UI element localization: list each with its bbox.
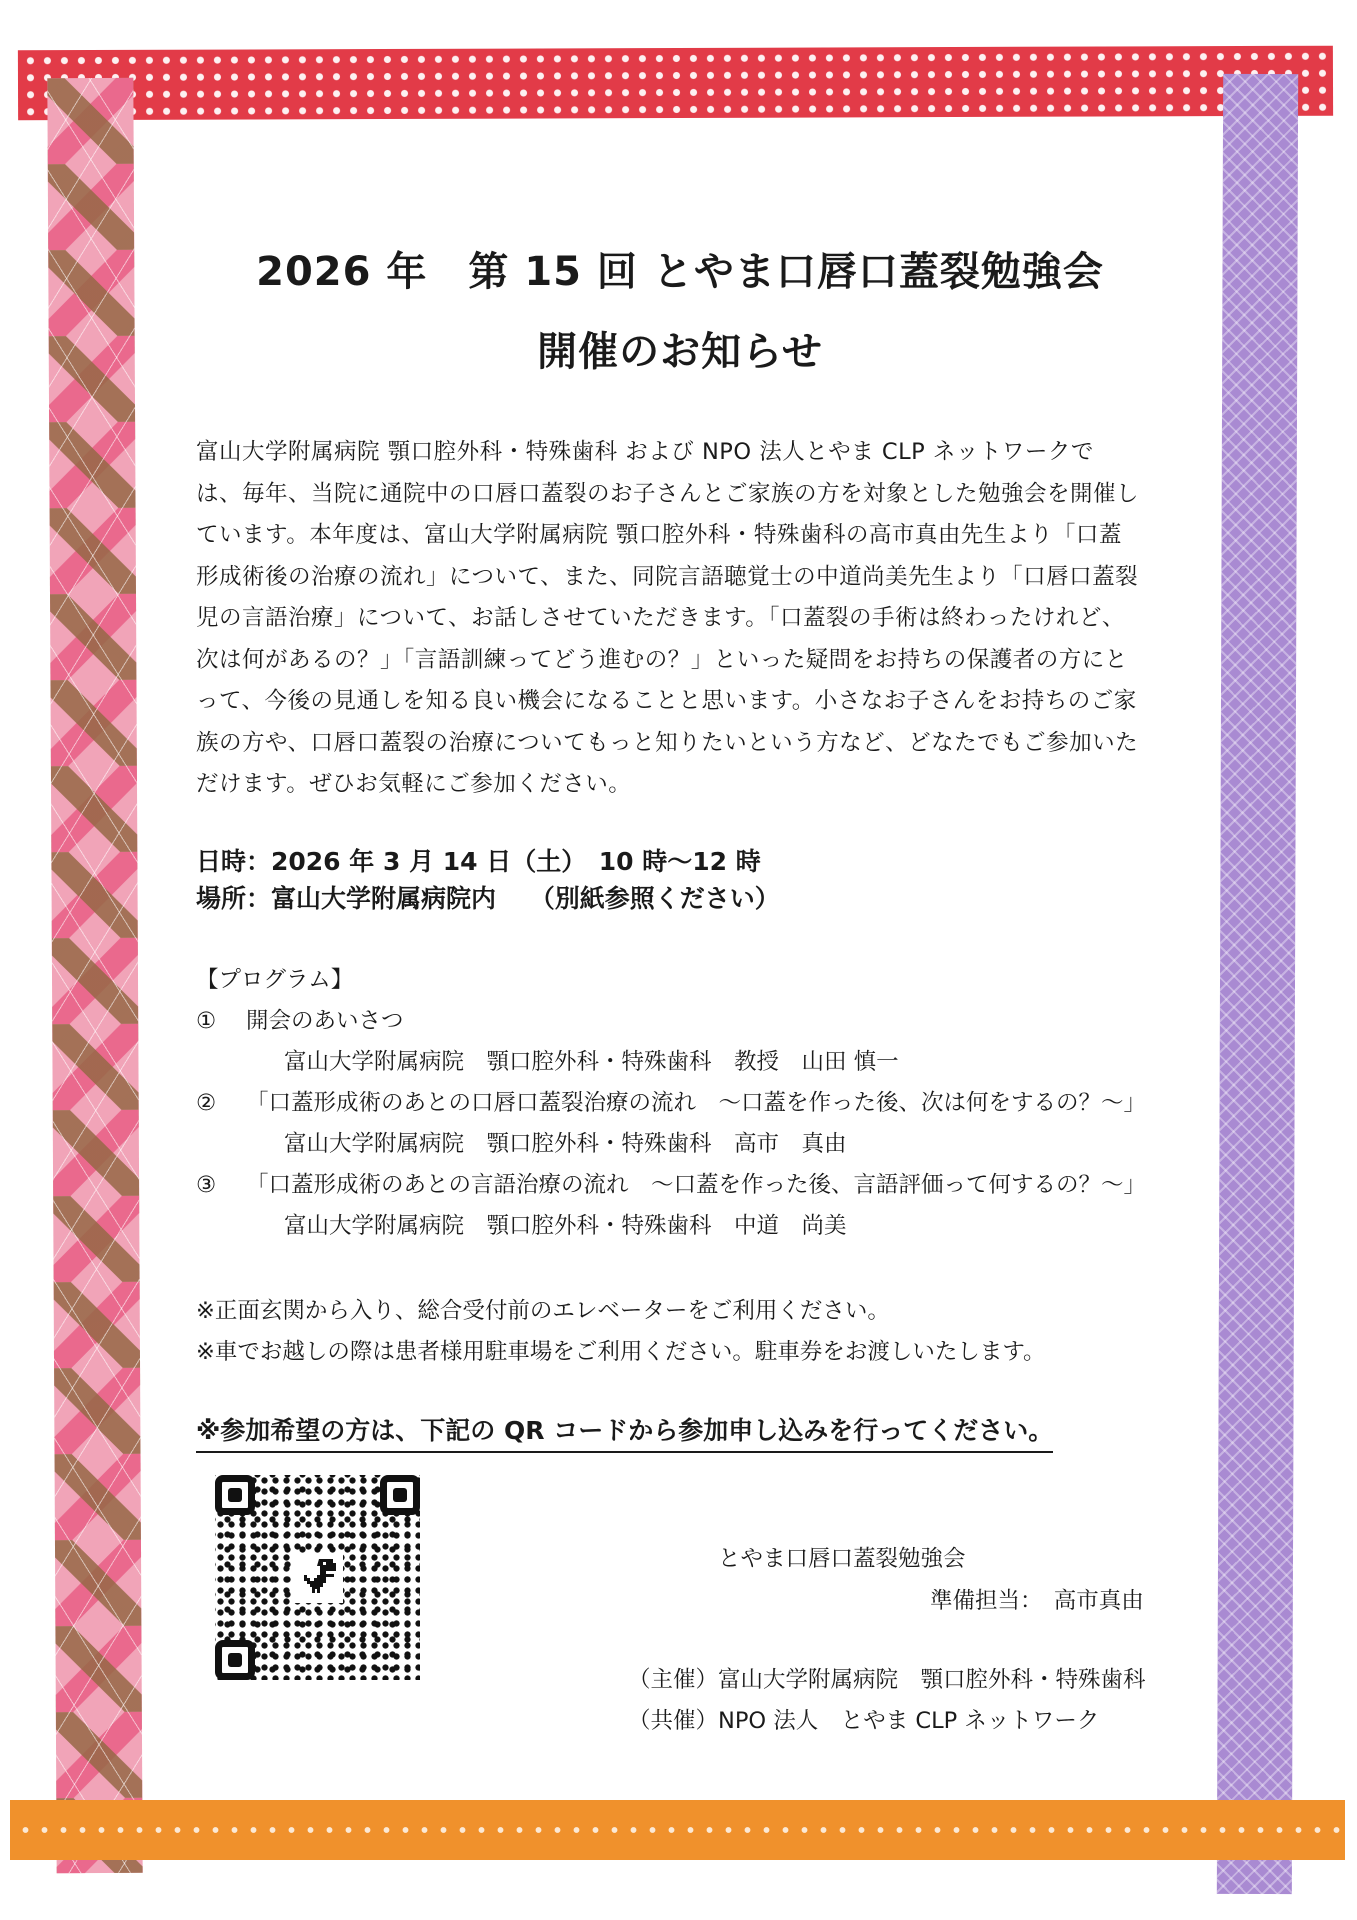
event-datetime: 日時：2026 年 3 月 14 日（土） 10 時～12 時	[196, 847, 761, 876]
program-title: 「口蓋形成術のあとの言語治療の流れ ～口蓋を作った後、言語評価って何するの？～」	[246, 1172, 1147, 1198]
program-item	[196, 1001, 1146, 1042]
intro-line: は、毎年、当院に通院中の口唇口蓋裂のお子さんとご家族の方を対象とした勉強会を開催し	[196, 480, 1140, 507]
program-heading: 【プログラム】	[196, 967, 354, 993]
page-title: 2026 年 第 15 回 とやま口唇口蓋裂勉強会	[256, 249, 1104, 295]
note-line: ※車でお越しの際は患者様用駐車場をご利用ください。駐車券をお渡しいたします。	[196, 1339, 1046, 1365]
intro-line: 形成術後の治療の流れ」について、また、同院言語聴覚士の中道尚美先生より「口唇口蓋裂	[196, 563, 1139, 590]
intro-line: だけます。ぜひお気軽にご参加ください。	[196, 771, 632, 797]
intro-line: 富山大学附属病院 顎口腔外科・特殊歯科 および NPO 法人とやま CLP ネットワークで	[196, 439, 1094, 465]
intro-line: 児の言語治療」について、お話しさせていただきます。「口蓋裂の手術は終わったけれど、	[196, 605, 1125, 631]
organizer-name: とやま口唇口蓋裂勉強会	[718, 1546, 966, 1572]
intro-line: ています。本年度は、富山大学附属病院 顎口腔外科・特殊歯科の高市真由先生より「口蓋	[196, 522, 1122, 548]
program-number: ①	[196, 1008, 217, 1034]
qr-finder-pattern	[215, 1640, 255, 1680]
intro-line: って、今後の見通しを知る良い機会になることと思います。小さなお子さんをお持ちのご家	[196, 688, 1137, 714]
notes	[196, 1291, 1046, 1373]
organizer-staff: 準備担当： 高市真由	[930, 1588, 1144, 1614]
dinosaur-icon	[293, 1553, 343, 1603]
signup-instruction: ※参加希望の方は、下記の QR コードから参加申し込みを行ってください。	[196, 1411, 1053, 1453]
note-line: ※正面玄関から入り、総合受付前のエレベーターをご利用ください。	[196, 1298, 890, 1324]
program-title: 「口蓋形成術のあとの口唇口蓋裂治療の流れ ～口蓋を作った後、次は何をするの？～」	[246, 1090, 1147, 1116]
qr-finder-pattern	[380, 1475, 420, 1515]
qr-center-area	[293, 1553, 343, 1603]
program-number: ②	[196, 1090, 217, 1116]
program-presenter: 富山大学附属病院 顎口腔外科・特殊歯科 教授 山田 慎一	[284, 1049, 899, 1075]
intro-line: 次は何があるの？」「言語訓練ってどう進むの？」といった疑問をお持ちの保護者の方にと	[196, 646, 1128, 673]
program-title: 開会のあいさつ	[246, 1008, 404, 1034]
signup-qr-code[interactable]	[215, 1475, 420, 1680]
event-info	[196, 843, 780, 917]
organizer-host: （主催）富山大学附属病院 顎口腔外科・特殊歯科	[628, 1667, 1146, 1693]
intro-paragraph	[196, 432, 1171, 806]
qr-finder-pattern	[215, 1475, 255, 1515]
program-presenter: 富山大学附属病院 顎口腔外科・特殊歯科 高市 真由	[284, 1131, 847, 1157]
intro-line: 族の方や、口唇口蓋裂の治療についてもっと知りたいという方など、どなたでもご参加いた	[196, 729, 1139, 756]
page-subtitle: 開催のお知らせ	[537, 329, 823, 375]
program-item	[196, 1165, 1146, 1206]
organizer-cohost: （共催）NPO 法人 とやま CLP ネットワーク	[628, 1708, 1100, 1734]
program-item	[196, 1083, 1146, 1124]
program-number: ③	[196, 1172, 217, 1198]
program-presenter: 富山大学附属病院 顎口腔外科・特殊歯科 中道 尚美	[284, 1213, 847, 1239]
program-list	[196, 960, 1146, 1247]
event-place: 場所：富山大学附属病院内 （別紙参照ください）	[196, 884, 780, 913]
